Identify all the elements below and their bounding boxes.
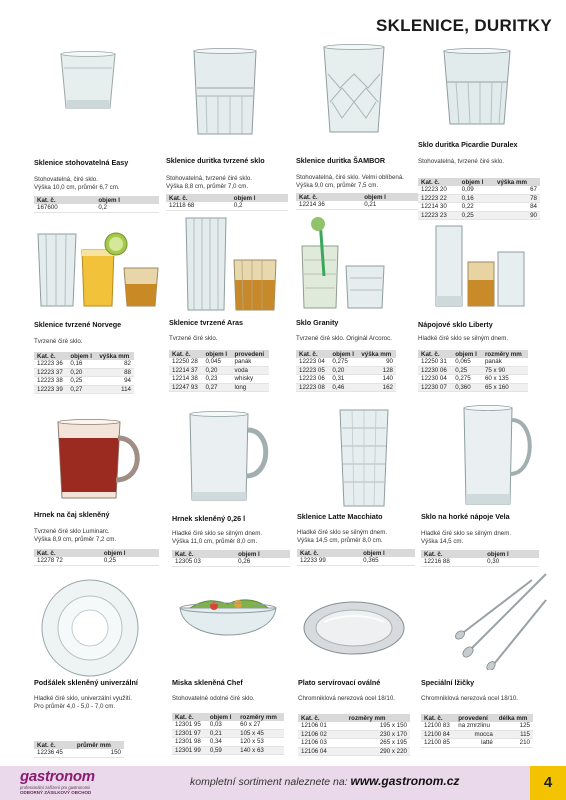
glass-mug-image [186,410,274,506]
product-name: Hrnek skleněný 0,26 l [172,514,246,523]
norvege-glasses-image [34,230,162,310]
liberty-glasses-image [432,222,528,310]
product-name: Sklenice tvrzené Norvege [34,320,122,329]
table-row: 12301 98 0,34 120 x 53 [172,738,284,746]
picardie-glass-image [440,48,514,128]
product-description: Hladké čiré sklo se silným dnem. Výška 14,5 cm. [421,530,512,545]
aras-glasses-image [182,214,282,314]
product-name: Miska skleněná Chef [172,678,243,687]
product-description: Stohovatelná, tvrzené čiré sklo. [418,158,504,165]
table-row: 12106 04 290 x 220 [298,747,410,755]
product-table: Kat. č. objem l výška mm 12223 36 0,16 82 12223 37 0,20 88 12223 38 0,25 94 12223 39 0,27 114 [34,352,134,394]
table-row: 12223 23 0,25 90 [418,211,540,219]
table-row: 12223 36 0,16 82 [34,360,134,368]
product-table: Kat. č. objem l výška mm 12223 04 0,275 90 12223 05 0,20 128 12223 06 0,31 140 12223 08 0,46 162 [296,350,396,392]
table-row: 12247 93 0,27 long [169,383,269,391]
table-row: 12250 31 0,065 panák [418,358,528,366]
table-row: 12301 95 0,03 60 x 27 [172,721,284,729]
product-name: Sklenice Latte Macchiato [297,512,383,521]
product-description: Tvrzené čiré sklo. [169,335,218,342]
product-name: Speciální lžičky [421,678,475,687]
page-title: SKLENICE, DURITKY [375,16,552,35]
product-table: Kat. č. objem l 12216 88 0,30 [421,550,539,567]
product-name: Sklenice stohovatelná Easy [34,158,129,167]
vela-glass-image [460,404,538,508]
logo-subtitle: ODBORNÝ ZÁSILKOVÝ OBCHOD [20,790,92,795]
product-description: Tvrzené čiré sklo Luminarc. Výška 8,9 cm, průměr 7,2 cm. [34,528,117,543]
product-table: Kat. č. objem l výška mm 12223 20 0,09 67 12223 22 0,16 78 12214 30 0,22 84 12223 23 0,25 90 [418,178,540,220]
table-row: 12214 38 0,23 whisky [169,375,269,383]
product-table: Kat. č. objem l rozměry mm 12301 95 0,03 60 x 27 12301 97 0,21 105 x 45 12301 98 0,34 120 x 53 12301 99 0,59 140 x 63 [172,713,284,755]
product-table: Kat. č. objem l 12214 36 0,21 [296,193,418,210]
table-row: 12106 03 265 x 195 [298,739,410,747]
product-description: Stohovatelná, tvrzené čiré sklo. Výška 8,8 cm, průměr 7,0 cm. [166,175,252,190]
table-row: 12100 84 mocca 115 [421,730,533,738]
product-name: Sklenice tvrzené Aras [169,318,244,327]
product-name: Hrnek na čaj skleněný [34,510,110,519]
table-row: 12214 30 0,22 84 [418,203,540,211]
table-row: 12278 72 0,25 [34,557,159,565]
granity-glasses-image [298,216,390,312]
product-name: Podšálek skleněný univerzální [34,678,138,687]
table-row: 12106 02 230 x 170 [298,730,410,738]
table-row: 167600 0,2 [34,204,159,212]
product-table: Kat. č. objem l 12233 99 0,365 [297,549,415,566]
table-row: 12301 97 0,21 105 x 45 [172,729,284,737]
product-table: Kat. č. objem l 12118 68 0,2 [166,194,288,211]
product-description: Stohovatelná, čiré sklo. Výška 10,0 cm, průměr 6,7 cm. [34,176,120,191]
table-row: 12118 68 0,2 [166,202,288,210]
table-row: 12236 45 150 [34,749,124,757]
tea-mug-image [50,418,150,502]
table-row: 12223 20 0,09 67 [418,186,540,194]
chef-bowl-image [176,594,280,654]
product-description: Hladké čiré sklo, univerzální využití. Pro průměr 4,0 - 5,0 - 7,0 cm. [34,695,133,710]
table-row: 12100 83 na zmrzlinu 125 [421,722,533,730]
table-row: 12214 37 0,20 voda [169,366,269,374]
product-name: Sklo na horké nápoje Vela [421,512,510,521]
oval-tray-image [302,600,406,656]
table-row: 12230 06 0,25 75 x 90 [418,366,528,374]
table-row: 12223 04 0,275 90 [296,358,396,366]
table-row: 12223 06 0,31 140 [296,375,396,383]
product-name: Sklenice duritka tvrzené sklo [166,156,265,165]
product-description: Hladké čiré sklo se silným dnem. [418,335,509,342]
tempered-tumbler-image [190,48,260,138]
table-row: 12223 38 0,25 94 [34,377,134,385]
logo-tagline: profesionální zařízení pro gastronomii [20,785,91,790]
product-name: Sklo Granity [296,318,339,327]
table-row: 12230 04 0,275 60 x 135 [418,375,528,383]
product-name: Sklenice duritka ŠAMBOR [296,156,386,165]
product-table: Kat. č. provedení délka mm 12100 83 na zmrzlinu 125 12100 84 mocca 115 12100 85 latté 210 [421,714,533,748]
product-name: Sklo duritka Picardie Duralex [418,140,518,149]
product-table: Kat. č. objem l 167600 0,2 [34,196,159,213]
table-row: 12216 88 0,30 [421,558,539,566]
table-row: 12301 99 0,59 140 x 63 [172,746,284,754]
footer-slogan [190,774,459,788]
table-row: 12214 36 0,21 [296,201,418,209]
gastronom-logo[interactable] [20,768,95,795]
table-row: 12250 28 0,045 panák [169,358,269,366]
sambor-glass-image [320,44,388,136]
product-description: Hladké čiré sklo se silným dnem. Výška 11,0 cm, průměr 8,0 cm. [172,530,263,545]
product-description: Stohovatelná, čiré sklo. Velmi oblíbená. Výška 9,0 cm, průměr 7,5 cm. [296,174,404,189]
table-row: 12100 85 latté 210 [421,739,533,747]
product-table: Kat. č. objem l 12278 72 0,25 [34,549,159,566]
logo-wordmark: gastronom [20,768,95,785]
product-table: Kat. č. rozměry mm 12106 01 195 x 150 12106 02 230 x 170 12106 03 265 x 195 12106 04 290 x 220 [298,714,410,756]
product-description: Stohovatelné odolné čiré sklo. [172,695,255,702]
product-table: Kat. č. objem l provedení 12250 28 0,045 panák 12214 37 0,20 voda 12214 38 0,23 whisky 12247 93 0,27 long [169,350,269,392]
table-row: 12233 99 0,365 [297,557,415,565]
product-description: Tvrzené čiré sklo. Originál Arcoroc. [296,335,392,342]
table-row: 12223 08 0,46 162 [296,383,396,391]
table-row: 12230 07 0,360 65 x 160 [418,383,528,391]
website-link[interactable]: www.gastronom.cz [350,774,460,788]
latte-glass-image [336,406,392,510]
product-description: Hladké čiré sklo se silným dnem. Výška 14,5 cm, průměr 8,0 cm. [297,529,388,544]
table-row: 12223 22 0,16 78 [418,194,540,202]
table-row: 12106 01 195 x 150 [298,722,410,730]
page-number: 4 [530,766,566,800]
product-table: Kat. č. průměr mm 12236 45 150 [34,741,124,758]
product-description: Tvrzené čiré sklo. [34,338,83,345]
product-name: Nápojové sklo Liberty [418,320,493,329]
saucer-image [38,578,142,678]
product-table: Kat. č. objem l rozměry mm 12250 31 0,065 panák 12230 06 0,25 75 x 90 12230 04 0,275 60 x 135 12230 07 0,360 65 x 160 [418,350,528,392]
table-row: 12223 05 0,20 128 [296,366,396,374]
product-name: Plato servírovací oválné [298,678,381,687]
table-row: 12223 39 0,27 114 [34,385,134,393]
slogan-text: kompletní sortiment naleznete na: [190,776,348,788]
easy-glass-image [55,50,121,112]
product-description: Chromniklová nerezová ocel 18/10. [421,695,518,702]
product-table: Kat. č. objem l 12305 03 0,26 [172,550,290,567]
spoons-image [446,570,550,670]
table-row: 12305 03 0,26 [172,558,290,566]
table-row: 12223 37 0,20 88 [34,368,134,376]
product-description: Chromniklová nerezová ocel 18/10. [298,695,395,702]
